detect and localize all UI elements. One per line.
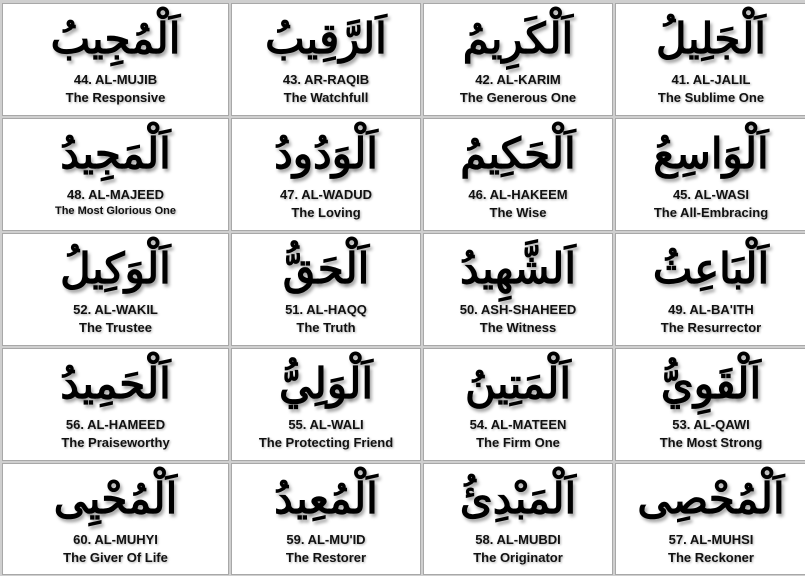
name-card <box>615 3 805 116</box>
name-card <box>231 233 421 346</box>
meaning: The Giver Of Life <box>63 550 168 565</box>
meaning: The Trustee <box>79 320 152 335</box>
transliteration: 44. AL-MUJIB <box>73 72 158 87</box>
name-card <box>2 3 229 116</box>
arabic-name: اَلرَّقِيبُ <box>265 14 387 63</box>
meaning: The Originator <box>473 550 563 565</box>
name-card <box>423 118 613 231</box>
name-card <box>2 233 229 346</box>
meaning: The Most Glorious One <box>54 205 176 217</box>
transliteration: 60. AL-MUHYI <box>73 532 158 547</box>
transliteration: 52. AL-WAKIL <box>73 302 158 317</box>
meaning: The Responsive <box>65 90 166 105</box>
arabic-name: اَلْقَوِيُّ <box>660 359 762 408</box>
arabic-name: اَلْمَتِينُ <box>464 359 572 408</box>
name-card <box>2 463 229 575</box>
meaning: The Watchfull <box>283 90 369 105</box>
name-card <box>615 233 805 346</box>
transliteration: 58. AL-MUBDI <box>475 532 561 547</box>
arabic-name: اَلْبَاعِثُ <box>652 244 770 293</box>
name-card <box>231 348 421 461</box>
arabic-name: اَلْمَبْدِئُ <box>459 474 577 523</box>
meaning: The Most Strong <box>659 435 763 450</box>
name-card <box>615 463 805 575</box>
arabic-name: اَلشَّهِيدُ <box>459 244 576 293</box>
arabic-name: اَلْمُجِيبُ <box>50 14 181 63</box>
meaning: The Resurrector <box>660 320 762 335</box>
arabic-name: اَلْحَقُّ <box>282 244 370 293</box>
arabic-name: اَلْوَلِيُّ <box>279 359 373 408</box>
meaning: The Sublime One <box>657 90 765 105</box>
transliteration: 56. AL-HAMEED <box>65 417 166 432</box>
meaning: The Praiseworthy <box>61 435 170 450</box>
transliteration: 46. AL-HAKEEM <box>468 187 568 202</box>
arabic-name: اَلْمَجِيدُ <box>60 129 171 178</box>
transliteration: 59. AL-MU'ID <box>286 532 366 547</box>
meaning: The Witness <box>479 320 557 335</box>
meaning: The Firm One <box>476 435 560 450</box>
name-card <box>2 118 229 231</box>
arabic-name: اَلْحَكِيمُ <box>460 129 576 178</box>
transliteration: 57. AL-MUHSI <box>668 532 754 547</box>
transliteration: 42. AL-KARIM <box>475 72 561 87</box>
name-card <box>615 348 805 461</box>
name-card <box>423 463 613 575</box>
name-card <box>615 118 805 231</box>
arabic-name: اَلْمُعِيدُ <box>274 474 378 523</box>
arabic-name: اَلْجَلِيلُ <box>656 14 766 63</box>
transliteration: 55. AL-WALI <box>288 417 364 432</box>
arabic-name: اَلْوَاسِعُ <box>653 129 769 178</box>
name-card <box>423 348 613 461</box>
transliteration: 49. AL-BA'ITH <box>668 302 754 317</box>
arabic-name: اَلْوَدُودُ <box>274 129 378 178</box>
transliteration: 47. AL-WADUD <box>280 187 372 202</box>
arabic-name: اَلْوَكِيلُ <box>60 244 171 293</box>
transliteration: 53. AL-QAWI <box>672 417 750 432</box>
arabic-name: اَلْكَرِيمُ <box>462 14 574 63</box>
meaning: The Generous One <box>459 90 577 105</box>
transliteration: 48. AL-MAJEED <box>66 187 165 202</box>
name-card <box>231 463 421 575</box>
transliteration: 43. AR-RAQIB <box>282 72 370 87</box>
name-card <box>231 118 421 231</box>
meaning: The All-Embracing <box>653 205 769 220</box>
arabic-name: اَلْمُحْيِى <box>53 474 178 523</box>
meaning: The Restorer <box>285 550 367 565</box>
transliteration: 45. AL-WASI <box>672 187 750 202</box>
transliteration: 51. AL-HAQQ <box>285 302 367 317</box>
meaning: The Truth <box>296 320 356 335</box>
name-card <box>231 3 421 116</box>
arabic-name: اَلْمُحْصِى <box>637 474 785 523</box>
transliteration: 41. AL-JALIL <box>671 72 751 87</box>
name-card <box>423 3 613 116</box>
meaning: The Wise <box>489 205 547 220</box>
transliteration: 54. AL-MATEEN <box>469 417 567 432</box>
transliteration: 50. ASH-SHAHEED <box>459 302 577 317</box>
name-card <box>423 233 613 346</box>
meaning: The Loving <box>291 205 361 220</box>
arabic-name: اَلْحَمِيدُ <box>60 359 171 408</box>
name-card <box>2 348 229 461</box>
meaning: The Protecting Friend <box>258 435 394 450</box>
meaning: The Reckoner <box>668 550 754 565</box>
